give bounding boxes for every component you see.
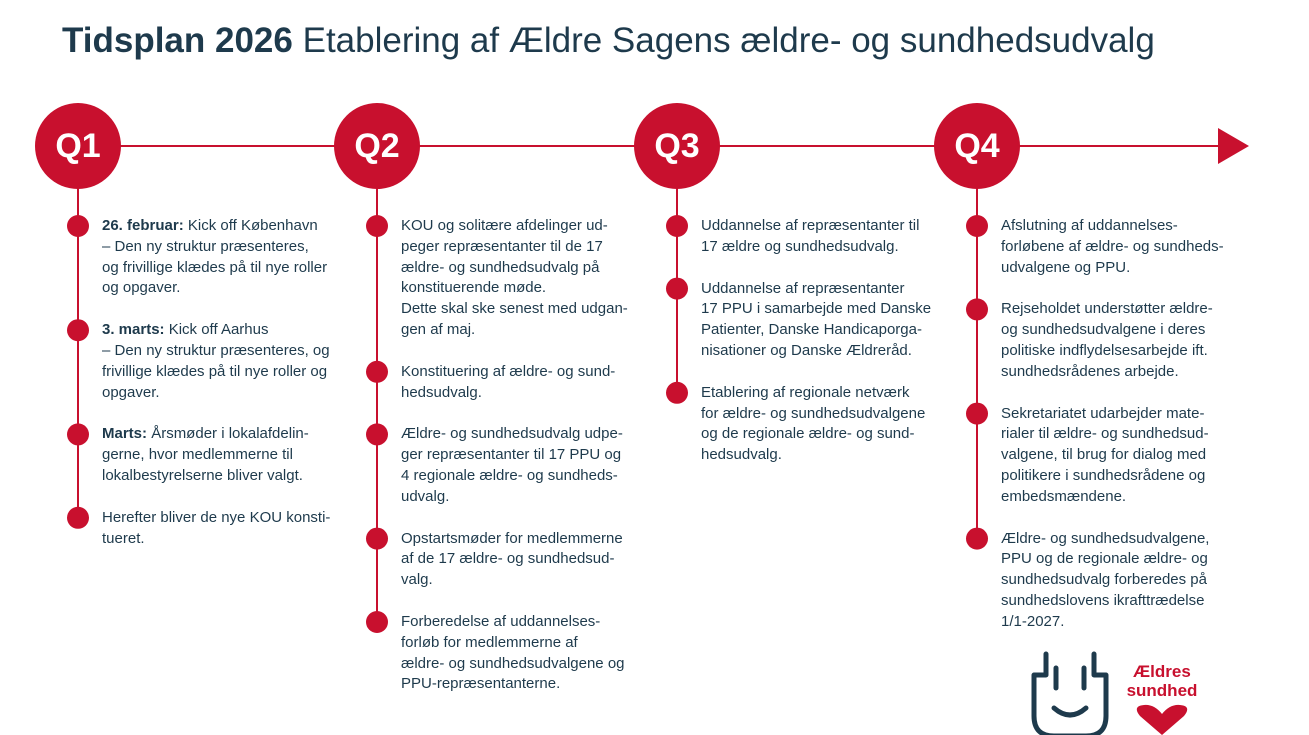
item-line [1001, 362, 1251, 383]
item-line [401, 570, 651, 591]
item-line [1001, 341, 1251, 362]
item-text: ældre- og sundhedsudvalgene og [401, 654, 625, 672]
item-line [102, 320, 352, 341]
item-line [401, 424, 651, 445]
item-text: Ældre- og sundhedsudvalg udpe- [401, 425, 623, 443]
quarter-label: Q2 [354, 127, 400, 165]
item-text: Ældre- og sundhedsudvalgene, [1001, 529, 1210, 547]
item-line [102, 383, 352, 404]
item-text: valg. [401, 571, 433, 589]
item-line [701, 299, 951, 320]
item-line [1001, 404, 1251, 425]
item-text: for ældre- og sundhedsudvalgene [701, 404, 926, 422]
item-line [1001, 320, 1251, 341]
item-text: Afslutning af uddannelses- [1001, 217, 1178, 234]
item-line [102, 445, 352, 466]
timeline-dot [366, 423, 388, 445]
item-line [1001, 237, 1251, 258]
item-text: embedsmændene. [1001, 487, 1127, 505]
timeline-dot [966, 528, 988, 550]
timeline-dot [67, 215, 89, 237]
item-text: sundhedsrådenes arbejde. [1001, 362, 1179, 380]
item-text: Etablering af regionale netværk [701, 383, 910, 401]
item-line [701, 424, 951, 445]
item-text: Uddannelse af repræsentanter til [701, 217, 920, 234]
item-line [401, 549, 651, 570]
timeline-item [1001, 299, 1251, 382]
title-rest: Etablering af Ældre Sagens ældre- og sundhedsudvalg [302, 21, 1155, 60]
item-text: Kick off Aarhus [168, 321, 269, 339]
timeline-dot [67, 423, 89, 445]
item-text: Kick off København [187, 217, 318, 234]
item-line [102, 362, 352, 383]
item-line [701, 383, 951, 404]
timeline-item [701, 216, 951, 258]
item-line [102, 341, 352, 362]
item-line [102, 216, 352, 237]
item-line [1001, 466, 1251, 487]
item-text: KOU og solitære afdelinger ud- [401, 217, 608, 234]
item-line [701, 445, 951, 466]
logo-line-2: sundhed [1126, 681, 1198, 700]
item-text: – Den ny struktur præsenteres, [102, 237, 309, 255]
item-line [401, 487, 651, 508]
item-line [1001, 258, 1251, 279]
timeline-item [1001, 529, 1251, 633]
timeline-item [701, 383, 951, 466]
item-text: tueret. [102, 529, 145, 547]
item-line [401, 258, 651, 279]
item-text: lokalbestyrelserne bliver valgt. [102, 466, 303, 484]
item-text: forløb for medlemmerne af [401, 633, 578, 651]
item-text: 17 PPU i samarbejde med Danske [701, 300, 932, 318]
item-text: og sundhedsudvalgene i deres [1001, 321, 1206, 339]
timeline-dot [966, 215, 988, 237]
item-text: af de 17 ældre- og sundhedsud- [401, 550, 615, 568]
item-text: peger repræsentanter til de 17 [401, 237, 603, 255]
item-text: gen af maj. [401, 320, 476, 338]
item-text: PPU og de regionale ældre- og [1001, 550, 1208, 568]
item-text: Årsmøder i lokalafdelin- [151, 425, 309, 443]
item-text: hedsudvalg. [701, 446, 782, 464]
item-line [1001, 299, 1251, 320]
item-text: politikere i sundhedsrådene og [1001, 466, 1206, 484]
logo-line-1: Ældres [1133, 662, 1191, 681]
timeline-item [401, 424, 651, 507]
timeline-item [401, 529, 651, 591]
item-line [401, 299, 651, 320]
item-line [1001, 549, 1251, 570]
item-line [401, 466, 651, 487]
item-text: Konstituering af ældre- og sund- [401, 362, 616, 380]
item-text: 4 regionale ældre- og sundheds- [401, 466, 618, 484]
logo-text [1116, 662, 1208, 700]
timeline-dot [966, 298, 988, 320]
timeline-dot [666, 278, 688, 300]
item-line [401, 278, 651, 299]
timeline-dot [366, 611, 388, 633]
item-line [401, 383, 651, 404]
item-line [1001, 570, 1251, 591]
item-text: ældre- og sundhedsudvalg på [401, 258, 600, 276]
item-text: sundhedsudvalg forberedes på [1001, 571, 1207, 589]
item-date: 3. marts: [102, 321, 165, 339]
title-bold: Tidsplan 2026 [62, 21, 293, 60]
item-date: 26. februar: [102, 217, 184, 234]
item-text: og de regionale ældre- og sund- [701, 425, 915, 443]
item-line [401, 612, 651, 633]
item-text: ger repræsentanter til 17 PPU og [401, 446, 622, 464]
item-line [401, 237, 651, 258]
item-text: valgene, til brug for dialog med [1001, 446, 1207, 464]
item-text: 1/1-2027. [1001, 612, 1065, 630]
item-text: Rejseholdet understøtter ældre- [1001, 300, 1213, 318]
timeline-item [1001, 216, 1251, 278]
item-line [401, 216, 651, 237]
timeline-item [401, 216, 651, 341]
item-line [701, 279, 951, 300]
item-text: frivillige klædes på til nye roller og [102, 362, 328, 380]
timeline-item [401, 612, 651, 695]
item-line [1001, 612, 1251, 633]
item-line [701, 341, 951, 362]
item-line [701, 404, 951, 425]
timeline-dot [666, 382, 688, 404]
item-line [1001, 529, 1251, 550]
item-text: opgaver. [102, 383, 160, 401]
item-text: PPU-repræsentanterne. [401, 675, 561, 693]
timeline-item [701, 279, 951, 362]
item-line [1001, 591, 1251, 612]
timeline-item [102, 216, 352, 299]
item-text: udvalg. [401, 487, 450, 505]
item-text: konstituerende møde. [401, 279, 547, 297]
item-line [401, 633, 651, 654]
item-text: Herefter bliver de nye KOU konsti- [102, 508, 331, 526]
item-line [102, 424, 352, 445]
timeline-dot [67, 319, 89, 341]
item-line [1001, 487, 1251, 508]
item-text: Dette skal ske senest med udgan- [401, 300, 628, 318]
timeline-item [401, 362, 651, 404]
timeline-arrowhead [1218, 128, 1249, 164]
timeline-dot [366, 215, 388, 237]
item-text: politiske indflydelsesarbejde ift. [1001, 341, 1208, 359]
item-text: forløbene af ældre- og sundheds- [1001, 237, 1224, 255]
item-text: Sekretariatet udarbejder mate- [1001, 404, 1205, 422]
item-line [401, 674, 651, 695]
item-line [1001, 424, 1251, 445]
item-line [102, 529, 352, 550]
timeline-dot [366, 361, 388, 383]
timeline-dot [666, 215, 688, 237]
timeline-item [102, 320, 352, 403]
item-line [102, 508, 352, 529]
item-text: Uddannelse af repræsentanter [701, 279, 905, 297]
timeline-item [102, 424, 352, 486]
item-text: Forberedelse af uddannelses- [401, 613, 601, 630]
item-text: og opgaver. [102, 279, 181, 297]
item-text: og frivillige klædes på til nye roller [102, 258, 328, 276]
item-text: udvalgene og PPU. [1001, 258, 1131, 276]
timeline-dot [67, 507, 89, 529]
item-text: gerne, hvor medlemmerne til [102, 446, 293, 464]
item-text: rialer til ældre- og sundhedsud- [1001, 425, 1209, 443]
item-line [102, 466, 352, 487]
item-text: Patienter, Danske Handicaporga- [701, 321, 922, 339]
item-text: sundhedslovens ikrafttrædelse [1001, 591, 1205, 609]
quarter-label: Q4 [954, 127, 1000, 165]
item-text: – Den ny struktur præsenteres, og [102, 341, 330, 359]
quarter-label: Q1 [55, 127, 101, 165]
timeline-dot [366, 528, 388, 550]
timeline-dot [966, 403, 988, 425]
timeline-item [102, 508, 352, 550]
item-text: Opstartsmøder for medlemmerne [401, 529, 623, 547]
item-line [401, 445, 651, 466]
item-line [401, 654, 651, 675]
item-line [401, 320, 651, 341]
item-line [102, 258, 352, 279]
item-line [701, 320, 951, 341]
item-line [701, 237, 951, 258]
item-line [102, 237, 352, 258]
item-line [701, 216, 951, 237]
item-line [1001, 216, 1251, 237]
item-date: Marts: [102, 425, 148, 443]
item-line [401, 362, 651, 383]
quarter-label: Q3 [654, 127, 700, 165]
item-line [1001, 445, 1251, 466]
item-line [102, 278, 352, 299]
timeline-item [1001, 404, 1251, 508]
item-line [401, 529, 651, 550]
item-text: hedsudvalg. [401, 383, 482, 401]
item-text: nisationer og Danske Ældreråd. [701, 341, 912, 359]
item-text: 17 ældre og sundhedsudvalg. [701, 237, 899, 255]
